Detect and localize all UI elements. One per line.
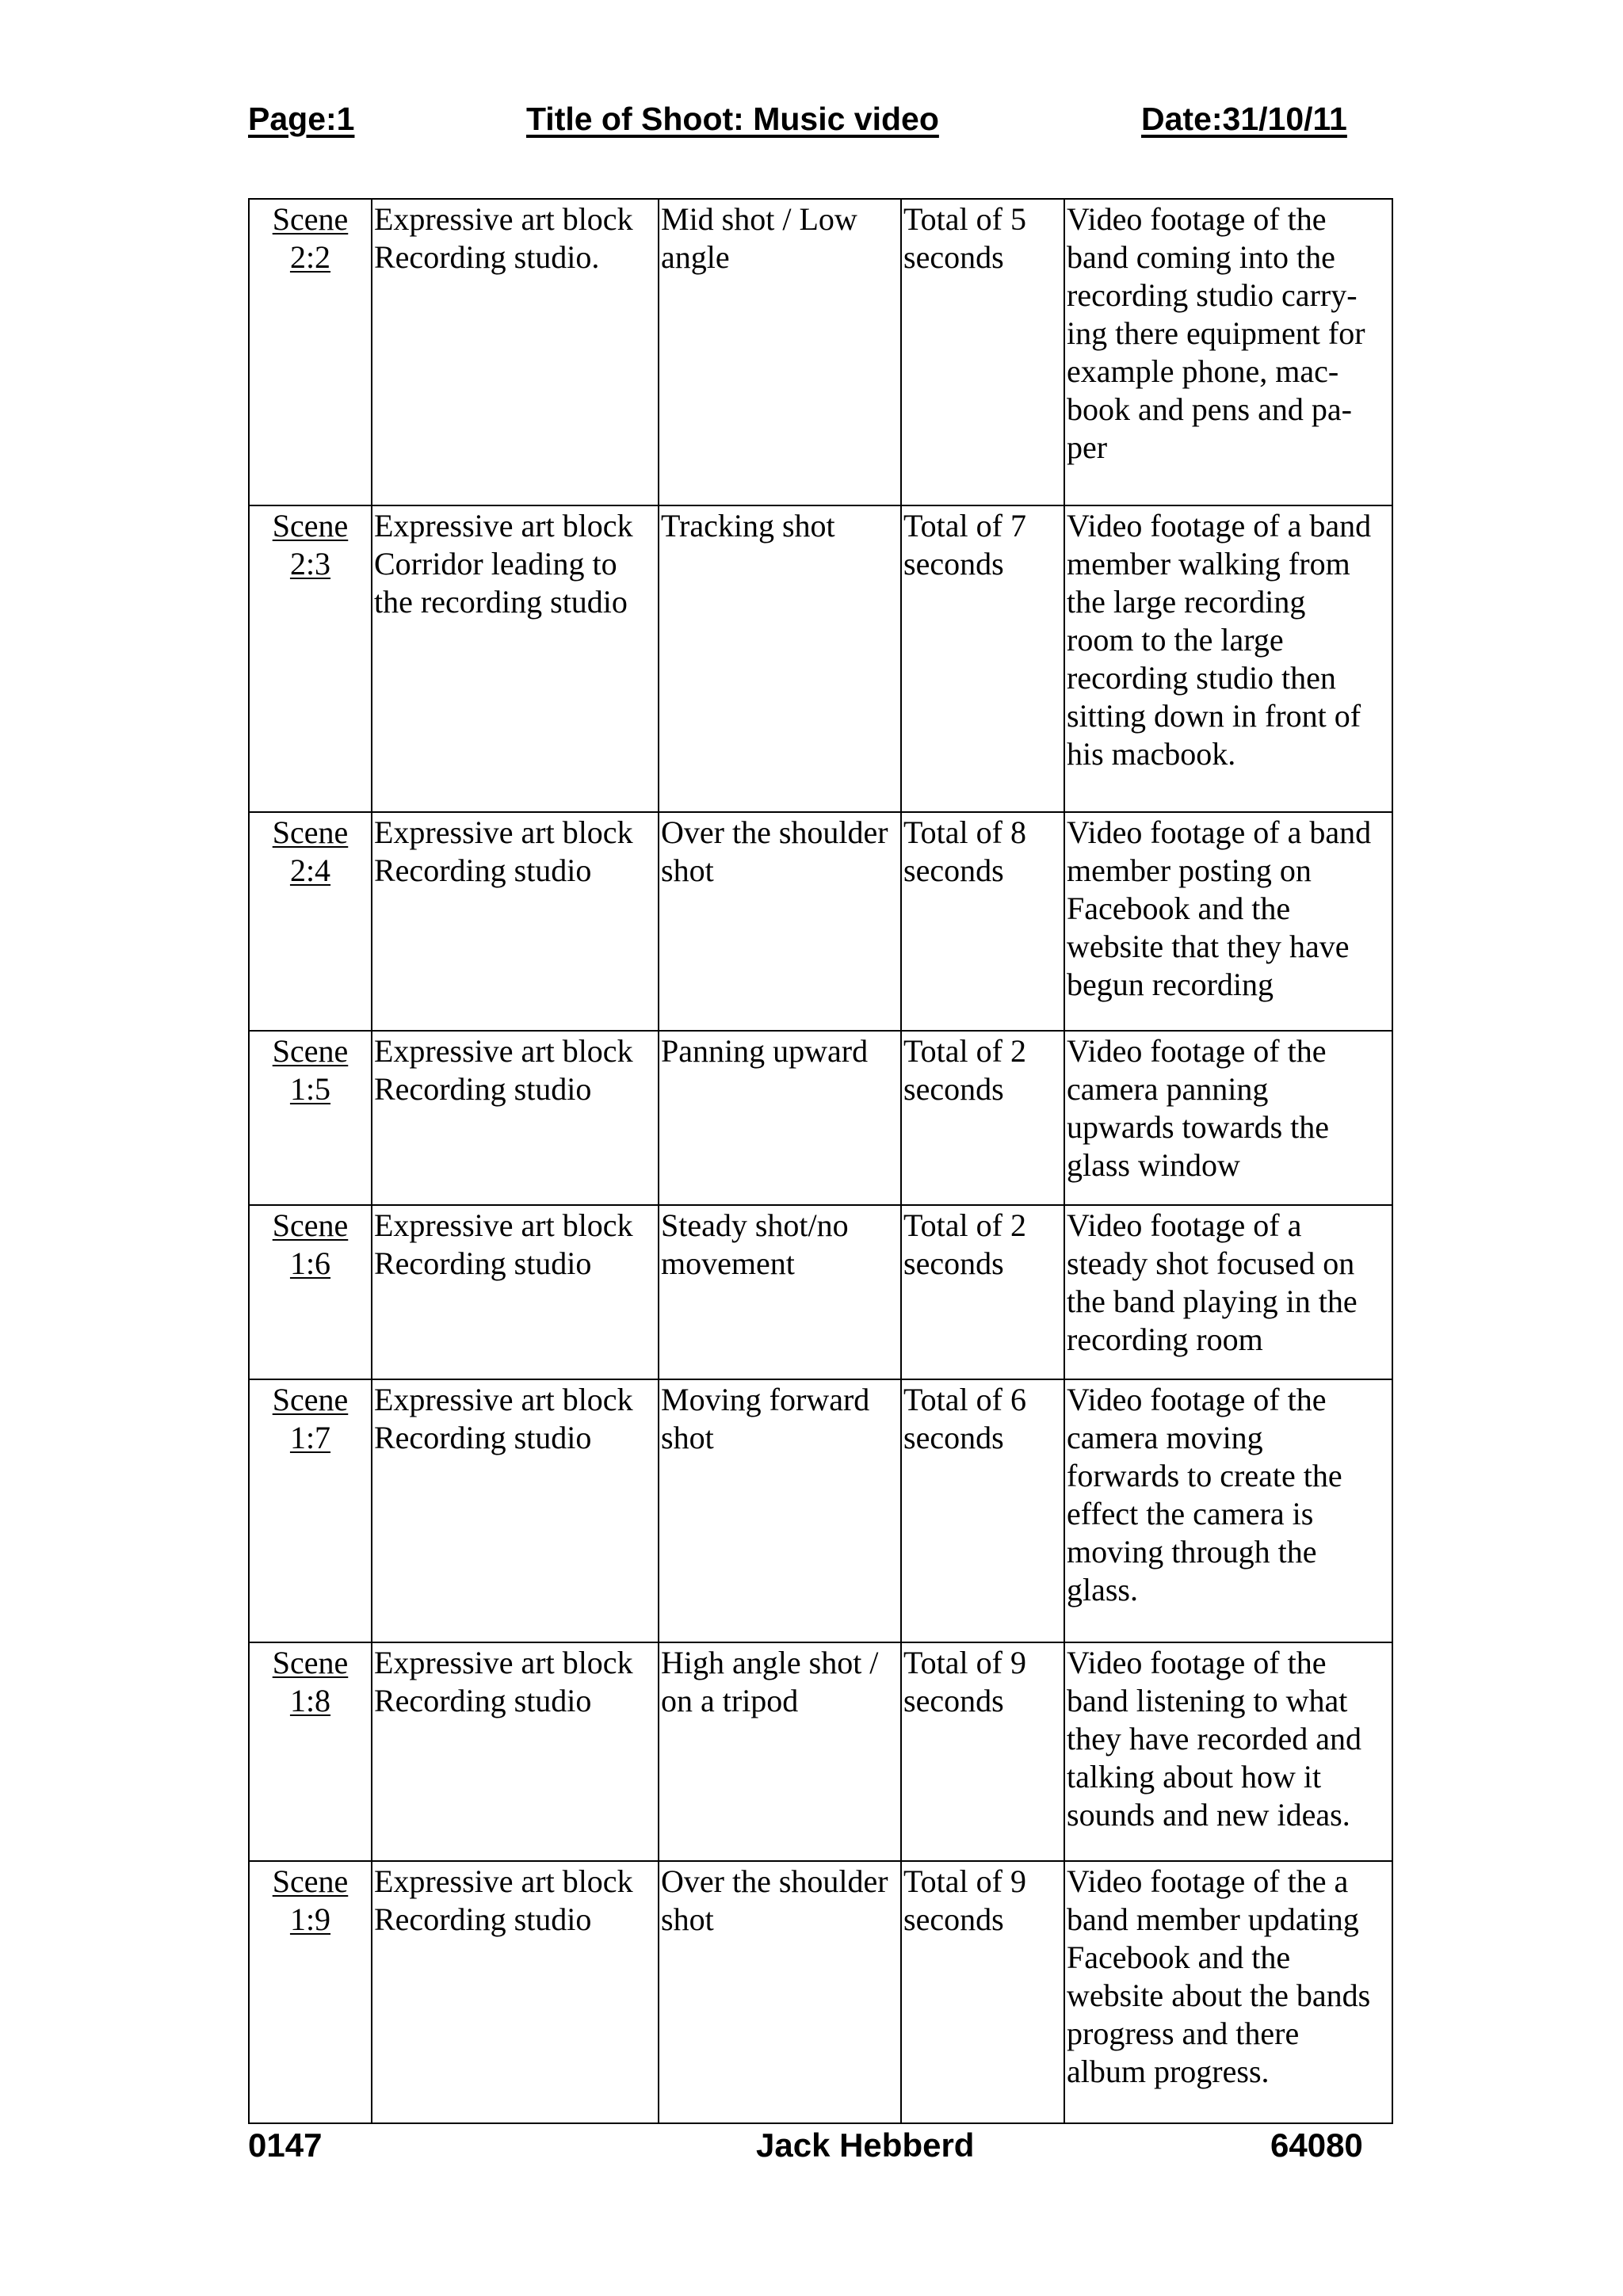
duration-cell bbox=[901, 1205, 1064, 1379]
scene-cell-line: Scene bbox=[272, 1382, 349, 1417]
duration-cell-line: seconds bbox=[903, 1245, 1004, 1281]
description-cell-line: sounds and new ideas. bbox=[1067, 1797, 1350, 1833]
duration-cell bbox=[901, 1642, 1064, 1861]
scene-cell bbox=[249, 1642, 372, 1861]
location-cell-line: Recording studio. bbox=[374, 239, 600, 275]
shoot-title: Title of Shoot: Music video bbox=[526, 101, 939, 137]
description-cell-line: begun recording bbox=[1067, 967, 1274, 1002]
shot-type-cell-line: Steady shot/no bbox=[661, 1207, 849, 1243]
shot-list-table bbox=[248, 198, 1393, 2124]
description-cell-line: glass window bbox=[1067, 1147, 1240, 1183]
duration-cell-line: seconds bbox=[903, 1420, 1004, 1455]
location-cell bbox=[372, 1642, 659, 1861]
description-cell-line: per bbox=[1067, 429, 1108, 465]
scene-cell bbox=[249, 1205, 372, 1379]
shot-type-cell-line: Panning upward bbox=[661, 1033, 869, 1069]
scene-cell-line: Scene bbox=[272, 508, 349, 543]
location-cell-line: Recording studio bbox=[374, 852, 592, 888]
duration-cell bbox=[901, 1861, 1064, 2123]
location-cell bbox=[372, 1861, 659, 2123]
description-cell-line: camera panning bbox=[1067, 1071, 1269, 1107]
page-number: Page:1 bbox=[248, 101, 355, 137]
location-cell-line: Expressive art block bbox=[374, 1382, 633, 1417]
shot-type-cell bbox=[659, 1861, 901, 2123]
scene-cell-line: Scene bbox=[272, 814, 349, 850]
scene-cell bbox=[249, 199, 372, 505]
description-cell bbox=[1064, 1642, 1392, 1861]
scene-cell-line: 1:6 bbox=[289, 1245, 331, 1281]
shoot-date: Date:31/10/11 bbox=[1141, 101, 1347, 137]
shot-type-cell bbox=[659, 1031, 901, 1205]
duration-cell-line: Total of 9 bbox=[903, 1645, 1026, 1680]
description-cell-line: website about the bands bbox=[1067, 1978, 1371, 2013]
description-cell-line: recording room bbox=[1067, 1322, 1263, 1357]
shot-type-cell-line: shot bbox=[661, 852, 714, 888]
description-cell bbox=[1064, 812, 1392, 1031]
shot-type-cell-line: movement bbox=[661, 1245, 795, 1281]
duration-cell-line: seconds bbox=[903, 1901, 1004, 1937]
scene-cell-line: 2:3 bbox=[289, 546, 331, 582]
shot-type-cell-line: shot bbox=[661, 1901, 714, 1937]
description-cell-line: glass. bbox=[1067, 1572, 1138, 1608]
scene-cell bbox=[249, 1861, 372, 2123]
shot-type-cell-line: High angle shot / bbox=[661, 1645, 879, 1680]
table-row bbox=[249, 505, 1392, 812]
scene-cell-line: Scene bbox=[272, 201, 349, 237]
duration-cell-line: seconds bbox=[903, 546, 1004, 582]
shot-type-cell bbox=[659, 1379, 901, 1642]
description-cell-line: they have recorded and bbox=[1067, 1721, 1362, 1756]
description-cell-line: Video footage of a band bbox=[1067, 508, 1372, 543]
description-cell-line: member posting on bbox=[1067, 852, 1312, 888]
scene-cell-line: 2:2 bbox=[289, 239, 331, 275]
description-cell-line: Video footage of a bbox=[1067, 1207, 1302, 1243]
location-cell-line: Expressive art block bbox=[374, 1207, 633, 1243]
shot-type-cell-line: Tracking shot bbox=[661, 508, 835, 543]
duration-cell-line: Total of 2 bbox=[903, 1207, 1026, 1243]
description-cell-line: camera moving bbox=[1067, 1420, 1263, 1455]
table-row bbox=[249, 1031, 1392, 1205]
description-cell bbox=[1064, 1205, 1392, 1379]
duration-cell-line: Total of 6 bbox=[903, 1382, 1026, 1417]
shot-type-cell bbox=[659, 1205, 901, 1379]
description-cell-line: Video footage of a band bbox=[1067, 814, 1372, 850]
description-cell-line: book and pens and pa- bbox=[1067, 391, 1352, 427]
shot-type-cell bbox=[659, 812, 901, 1031]
location-cell-line: Expressive art block bbox=[374, 508, 633, 543]
location-cell-line: Corridor leading to bbox=[374, 546, 617, 582]
table-row bbox=[249, 1205, 1392, 1379]
location-cell-line: Recording studio bbox=[374, 1071, 592, 1107]
location-cell-line: Expressive art block bbox=[374, 1863, 633, 1899]
shot-type-cell-line: shot bbox=[661, 1420, 714, 1455]
description-cell-line: example phone, mac- bbox=[1067, 353, 1339, 389]
location-cell-line: Recording studio bbox=[374, 1683, 592, 1718]
description-cell-line: progress and there bbox=[1067, 2016, 1300, 2051]
duration-cell-line: Total of 7 bbox=[903, 508, 1026, 543]
location-cell-line: Expressive art block bbox=[374, 1033, 633, 1069]
scene-cell-line: 1:8 bbox=[289, 1683, 331, 1718]
duration-cell bbox=[901, 1031, 1064, 1205]
scene-cell-line: 1:7 bbox=[289, 1420, 331, 1455]
description-cell bbox=[1064, 1379, 1392, 1642]
description-cell-line: Facebook and the bbox=[1067, 1939, 1291, 1975]
duration-cell bbox=[901, 1379, 1064, 1642]
location-cell-line: Recording studio bbox=[374, 1420, 592, 1455]
location-cell bbox=[372, 1031, 659, 1205]
table-row bbox=[249, 199, 1392, 505]
description-cell-line: Facebook and the bbox=[1067, 891, 1291, 926]
description-cell-line: recording studio carry- bbox=[1067, 277, 1358, 313]
description-cell-line: talking about how it bbox=[1067, 1759, 1322, 1794]
location-cell bbox=[372, 505, 659, 812]
description-cell-line: ing there equipment for bbox=[1067, 315, 1365, 351]
scene-cell-line: Scene bbox=[272, 1207, 349, 1243]
description-cell bbox=[1064, 1031, 1392, 1205]
location-cell-line: Expressive art block bbox=[374, 814, 633, 850]
table-row bbox=[249, 1861, 1392, 2123]
table-row bbox=[249, 1642, 1392, 1861]
description-cell-line: Video footage of the bbox=[1067, 1033, 1327, 1069]
location-cell bbox=[372, 1379, 659, 1642]
description-cell-line: Video footage of the bbox=[1067, 1645, 1327, 1680]
scene-cell-line: Scene bbox=[272, 1863, 349, 1899]
shot-type-cell-line: Over the shoulder bbox=[661, 1863, 888, 1899]
scene-cell bbox=[249, 812, 372, 1031]
description-cell-line: forwards to create the bbox=[1067, 1458, 1342, 1493]
duration-cell-line: seconds bbox=[903, 1071, 1004, 1107]
description-cell-line: Video footage of the a bbox=[1067, 1863, 1349, 1899]
description-cell-line: steady shot focused on bbox=[1067, 1245, 1355, 1281]
description-cell-line: effect the camera is bbox=[1067, 1496, 1314, 1531]
description-cell-line: Video footage of the bbox=[1067, 1382, 1327, 1417]
shot-type-cell-line: Moving forward bbox=[661, 1382, 870, 1417]
shot-type-cell-line: Over the shoulder bbox=[661, 814, 888, 850]
duration-cell-line: Total of 5 bbox=[903, 201, 1026, 237]
shot-type-cell-line: angle bbox=[661, 239, 730, 275]
duration-cell-line: seconds bbox=[903, 239, 1004, 275]
footer-author: Jack Hebberd bbox=[756, 2126, 975, 2164]
location-cell-line: Recording studio bbox=[374, 1245, 592, 1281]
scene-cell-line: Scene bbox=[272, 1033, 349, 1069]
description-cell-line: his macbook. bbox=[1067, 736, 1236, 772]
duration-cell-line: seconds bbox=[903, 1683, 1004, 1718]
duration-cell bbox=[901, 505, 1064, 812]
description-cell bbox=[1064, 1861, 1392, 2123]
location-cell-line: the recording studio bbox=[374, 584, 628, 620]
description-cell bbox=[1064, 505, 1392, 812]
description-cell-line: band listening to what bbox=[1067, 1683, 1348, 1718]
footer-number: 64080 bbox=[1270, 2126, 1363, 2164]
shot-type-cell bbox=[659, 199, 901, 505]
scene-cell-line: 1:9 bbox=[289, 1901, 331, 1937]
description-cell-line: room to the large bbox=[1067, 622, 1284, 658]
description-cell-line: Video footage of the bbox=[1067, 201, 1327, 237]
footer-code: 0147 bbox=[248, 2126, 323, 2164]
table-row bbox=[249, 812, 1392, 1031]
description-cell-line: upwards towards the bbox=[1067, 1109, 1330, 1145]
duration-cell-line: Total of 8 bbox=[903, 814, 1026, 850]
description-cell-line: sitting down in front of bbox=[1067, 698, 1361, 734]
shot-type-cell-line: on a tripod bbox=[661, 1683, 799, 1718]
duration-cell bbox=[901, 812, 1064, 1031]
location-cell-line: Expressive art block bbox=[374, 201, 633, 237]
description-cell-line: moving through the bbox=[1067, 1534, 1317, 1569]
description-cell-line: member walking from bbox=[1067, 546, 1350, 582]
shot-type-cell bbox=[659, 1642, 901, 1861]
description-cell-line: album progress. bbox=[1067, 2054, 1270, 2089]
scene-cell-line: 2:4 bbox=[289, 852, 331, 888]
duration-cell-line: seconds bbox=[903, 852, 1004, 888]
description-cell-line: band coming into the bbox=[1067, 239, 1335, 275]
scene-cell bbox=[249, 1031, 372, 1205]
description-cell-line: recording studio then bbox=[1067, 660, 1336, 696]
location-cell-line: Expressive art block bbox=[374, 1645, 633, 1680]
location-cell bbox=[372, 812, 659, 1031]
description-cell bbox=[1064, 199, 1392, 505]
scene-cell bbox=[249, 1379, 372, 1642]
shot-list-body bbox=[249, 199, 1392, 2123]
description-cell-line: band member updating bbox=[1067, 1901, 1359, 1937]
location-cell-line: Recording studio bbox=[374, 1901, 592, 1937]
shot-type-cell-line: Mid shot / Low bbox=[661, 201, 857, 237]
scene-cell-line: 1:5 bbox=[289, 1071, 331, 1107]
description-cell-line: the large recording bbox=[1067, 584, 1306, 620]
location-cell bbox=[372, 1205, 659, 1379]
duration-cell bbox=[901, 199, 1064, 505]
duration-cell-line: Total of 9 bbox=[903, 1863, 1026, 1899]
duration-cell-line: Total of 2 bbox=[903, 1033, 1026, 1069]
location-cell bbox=[372, 199, 659, 505]
description-cell-line: website that they have bbox=[1067, 929, 1350, 964]
scene-cell-line: Scene bbox=[272, 1645, 349, 1680]
description-cell-line: the band playing in the bbox=[1067, 1283, 1358, 1319]
table-row bbox=[249, 1379, 1392, 1642]
shot-type-cell bbox=[659, 505, 901, 812]
scene-cell bbox=[249, 505, 372, 812]
